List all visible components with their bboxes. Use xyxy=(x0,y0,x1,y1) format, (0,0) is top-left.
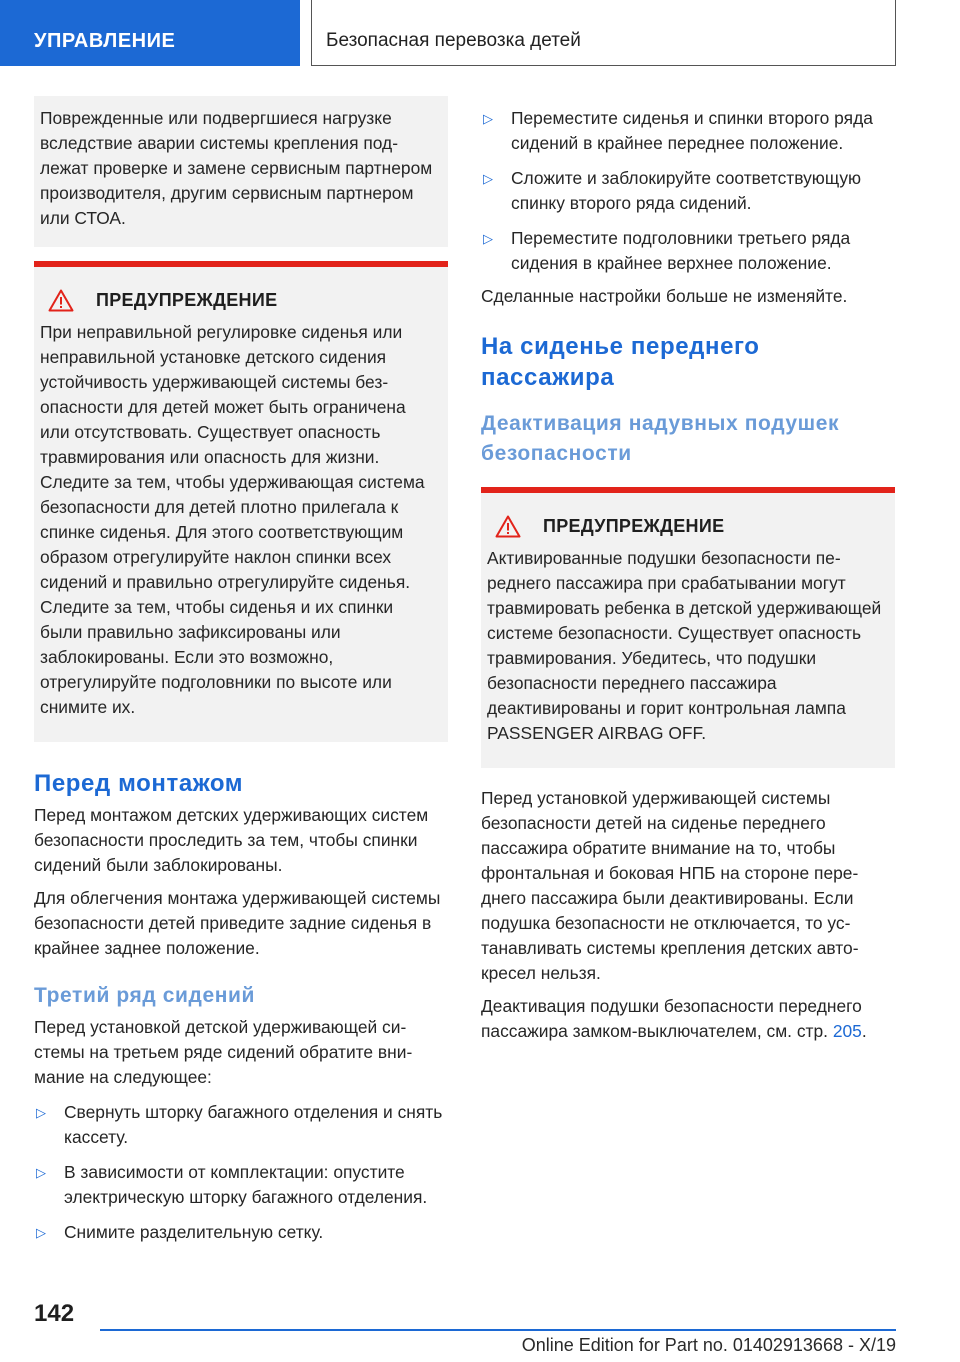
page-number: 142 xyxy=(34,1300,75,1327)
edition-note: Online Edition for Part no. 01402913668 - X/19 xyxy=(521,1335,896,1355)
warning-text: Активированные подушки безопасности переднего пассажира при срабатывании могут травмировать ребенка в детской удерживающей системе безопасности. Существует опасность травмирования. Убедитесь, что подушки безопасности переднего пассажира деактивированы и горит контрольная лампа PASSENGER AIRBAG OFF. xyxy=(487,548,882,743)
list-item-text: Переместите подголовники третьего ряда сидения в крайнее верхнее положение. xyxy=(511,228,851,273)
paragraph-text: Деактивация подушки безопасности переднего пассажира замком-выключателем, см. стр. xyxy=(481,996,862,1041)
warning-triangle-icon xyxy=(48,289,74,312)
list-item xyxy=(34,1160,448,1210)
paragraph: Для облегчения монтажа удерживающей системы безопасности детей приведите задние сиденья в крайнее заднее положение. xyxy=(34,888,441,958)
list-item-text: Сложите и заблокируйте соответствующую спинку второго ряда сидений. xyxy=(511,168,862,213)
warning-header xyxy=(487,515,885,538)
list-item xyxy=(34,1220,448,1245)
footer-divider xyxy=(100,1329,896,1331)
paragraph: Перед установкой детской удерживающей системы на третьем ряде сидений обратите внимание на следующее: xyxy=(34,1017,413,1087)
bullet-triangle-icon: ▷ xyxy=(483,111,493,126)
bullet-triangle-icon: ▷ xyxy=(36,1165,46,1180)
right-column xyxy=(481,96,895,1044)
warning-box xyxy=(481,487,895,768)
section-tab[interactable] xyxy=(0,0,300,66)
bullet-triangle-icon: ▷ xyxy=(483,231,493,246)
chapter-header xyxy=(311,0,896,66)
list-item xyxy=(481,166,895,216)
note-box xyxy=(34,96,448,247)
chapter-title: Безопасная перевозка детей xyxy=(326,30,581,51)
list-item-text: В зависимости от комплектации: опустите электрическую шторку багажного отделения. xyxy=(64,1162,428,1207)
heading-front-passenger: На сиденье переднего пассажира xyxy=(481,333,760,391)
list-item-text: Снимите разделительную сетку. xyxy=(64,1222,324,1242)
list-item xyxy=(481,226,895,276)
page-reference-link[interactable]: 205 xyxy=(832,1021,862,1041)
paragraph-with-link xyxy=(481,994,895,1044)
paragraph: Перед монтажом детских удерживающих систем безопасности проследить за тем, чтобы спинки сидений были заблокированы. xyxy=(34,805,429,875)
warning-header xyxy=(40,289,438,312)
warning-box xyxy=(34,261,448,742)
heading-deactivate-airbags: Деактивация надувных подушек безопасности xyxy=(481,412,840,465)
note-text: Поврежденные или подвергшиеся нагрузке вследствие аварии системы крепления подлежат проверке и замене сервисным партнером производителя, другим сервисным партнером или СТОА. xyxy=(40,108,433,228)
warning-triangle-icon xyxy=(495,515,521,538)
warning-title: ПРЕДУПРЕЖДЕНИЕ xyxy=(543,516,725,536)
heading-third-row: Третий ряд сидений xyxy=(34,984,256,1007)
list-item-text: Переместите сиденья и спинки второго ряда сидений в крайнее переднее положение. xyxy=(511,108,873,153)
list-item-text: Свернуть шторку багажного отделения и снять кассету. xyxy=(64,1102,443,1147)
section-label: УПРАВЛЕНИЕ xyxy=(34,30,176,52)
bullet-triangle-icon: ▷ xyxy=(483,171,493,186)
warning-text: При неправильной регулировке сиденья или неправильной установке детского сидения устойчивость удерживающей системы безопасности для детей может быть ограничена или отсутствовать. Существует опасность травмирования или опасность для жизни. Следите за тем, чтобы удерживающая система безопасности для детей плотно прилегала к спинке сиденья. Для этого соответствующим образом отрегулируйте наклон спинки всех сидений и правильно отрегулируйте сиденья. Следите за тем, чтобы сиденья и их спинки были правильно зафиксированы или заблокированы. Если это возможно, отрегулируйте подголовники по высоте или снимите их. xyxy=(40,322,425,717)
left-column xyxy=(34,96,448,1245)
bullet-triangle-icon: ▷ xyxy=(36,1105,46,1120)
bullet-triangle-icon: ▷ xyxy=(36,1225,46,1240)
list-item xyxy=(34,1100,448,1150)
heading-before-install: Перед монтажом xyxy=(34,770,244,797)
list-item xyxy=(481,106,895,156)
paragraph: Сделанные настройки больше не изменяйте. xyxy=(481,286,848,306)
paragraph: Перед установкой удерживающей системы безопасности детей на сиденье переднего пассажира обратите внимание на то, чтобы фронтальная и боковая НПБ на стороне переднего пассажира были деактивированы. Если подушка безопасности не отключается, то устанавливать системы крепления детских автокресел нельзя. xyxy=(481,788,859,983)
paragraph-end: . xyxy=(861,1021,867,1041)
page-header xyxy=(0,0,960,66)
warning-title: ПРЕДУПРЕЖДЕНИЕ xyxy=(96,290,278,310)
